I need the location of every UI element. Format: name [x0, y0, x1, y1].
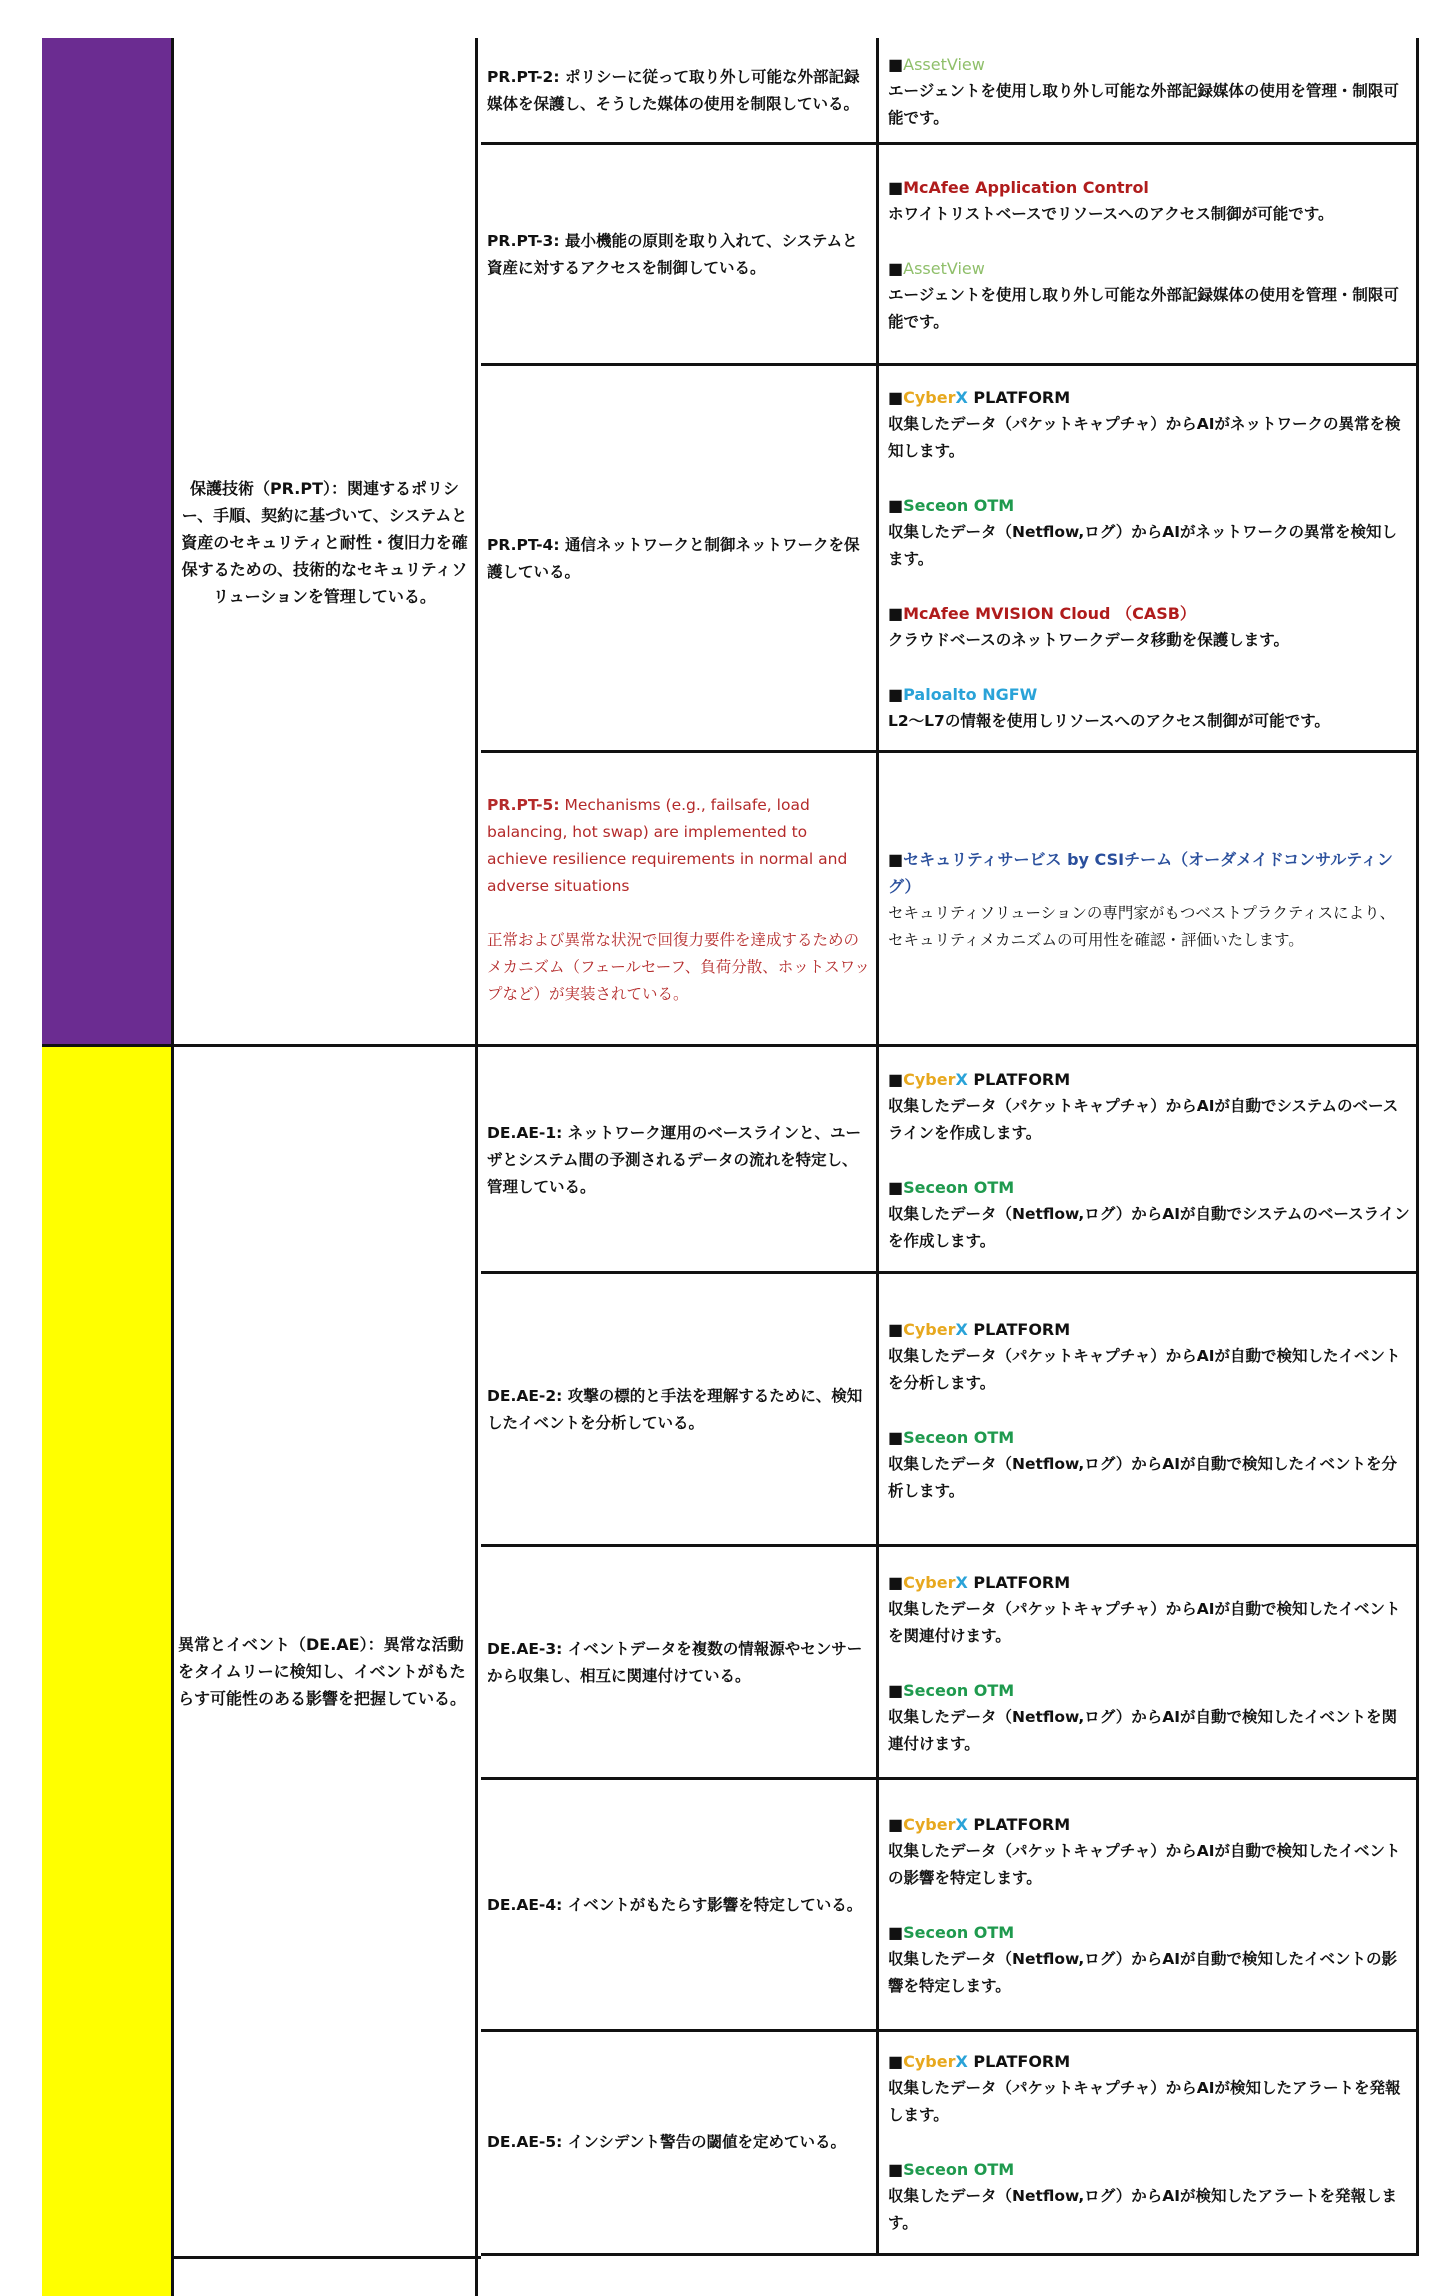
table-row-pr-pt-5 [481, 750, 1419, 1047]
category-text: 異常とイベント（DE.AE）：異常な活動をタイムリーに検知し、イベントがもたらす可能性のある影響を把握している。 [178, 1635, 467, 1708]
product-name: Seceon OTM [903, 1427, 1015, 1447]
square-bullet-icon: ■ [888, 1680, 904, 1700]
product-name-part: X [955, 1572, 968, 1592]
product-description: 収集したデータ（パケットキャプチャ）からAIがネットワークの異常を検知します。 [888, 414, 1401, 460]
solution-item [888, 1811, 1410, 1892]
table-row-de-ae-4 [481, 1777, 1419, 2031]
table-row-de-ae-1 [481, 1047, 1419, 1273]
requirement-code: PR.PT-2: [487, 68, 560, 86]
solution-item [888, 1424, 1410, 1505]
product-name-part: Cyber [903, 1572, 956, 1592]
solution-cell [882, 2032, 1416, 2253]
product-name: Seceon OTM [903, 2160, 1015, 2179]
product-name: AssetView [903, 54, 985, 74]
product-description: クラウドベースのネットワークデータ移動を保護します。 [888, 630, 1289, 649]
square-bullet-icon: ■ [888, 54, 904, 74]
square-bullet-icon: ■ [888, 684, 904, 704]
square-bullet-icon: ■ [888, 850, 904, 869]
requirement-code: DE.AE-3: [487, 1640, 563, 1658]
product-name-part: Cyber [903, 2052, 956, 2071]
solution-item [888, 846, 1410, 954]
square-bullet-icon: ■ [888, 387, 904, 407]
section-de-ae [42, 1047, 1419, 2296]
square-bullet-icon: ■ [888, 1177, 904, 1197]
product-name-part: X [955, 2052, 968, 2071]
solution-item [888, 1316, 1410, 1397]
solution-item [888, 1066, 1410, 1147]
square-bullet-icon: ■ [888, 1923, 904, 1942]
product-name-part: PLATFORM [967, 1069, 1071, 1089]
square-bullet-icon: ■ [888, 259, 904, 278]
solution-cell [882, 1047, 1416, 1273]
requirement-code: PR.PT-5: [487, 796, 560, 814]
solution-item [888, 1569, 1410, 1650]
solution-cell [882, 753, 1416, 1047]
product-name-part: PLATFORM [967, 1572, 1071, 1592]
solution-cell [882, 366, 1416, 752]
product-name: AssetView [903, 259, 985, 278]
requirement-code: PR.PT-4: [487, 536, 560, 554]
product-description: ホワイトリストベースでリソースへのアクセス制御が可能です。 [888, 205, 1334, 223]
solution-item [888, 492, 1410, 573]
square-bullet-icon: ■ [888, 495, 904, 515]
product-name: セキュリティサービス by CSIチーム（オーダメイドコンサルティング） [888, 850, 1394, 896]
square-bullet-icon: ■ [888, 1319, 904, 1339]
category-cell [174, 1047, 478, 2296]
requirement-code: DE.AE-4: [487, 1896, 563, 1914]
product-name-part: X [955, 1815, 968, 1834]
requirement-text: イベントデータを複数の情報源やセンサーから収集し、相互に関連付けている。 [487, 1640, 863, 1685]
square-bullet-icon: ■ [888, 1069, 904, 1089]
table-row-pr-pt-4 [481, 363, 1419, 752]
product-description: 収集したデータ（Netflow,ログ）からAIが自動でシステムのベースラインを作成します。 [888, 1204, 1410, 1250]
solution-item [888, 2156, 1410, 2237]
product-description: 収集したデータ（Netflow,ログ）からAIが自動で検知したイベントを分析します。 [888, 1454, 1397, 1500]
product-name-part: PLATFORM [967, 1319, 1071, 1339]
product-description: 収集したデータ（Netflow,ログ）からAIがネットワークの異常を検知します。 [888, 522, 1397, 568]
table-row-de-ae-2 [481, 1271, 1419, 1546]
square-bullet-icon: ■ [888, 1815, 904, 1834]
solution-item [888, 681, 1410, 735]
square-bullet-icon: ■ [888, 1427, 904, 1447]
product-name-part: PLATFORM [967, 1815, 1071, 1834]
requirement-text: ポリシーに従って取り外し可能な外部記録媒体を保護し、そうした媒体の使用を制限している。 [487, 68, 860, 113]
requirement-cell [481, 1047, 879, 1273]
requirement-cell [481, 2032, 879, 2253]
product-description: 収集したデータ（パケットキャプチャ）からAIが検知したアラートを発報します。 [888, 2079, 1401, 2124]
product-name: Seceon OTM [903, 1680, 1015, 1700]
product-name: Seceon OTM [903, 1923, 1015, 1942]
requirement-cell [481, 145, 879, 365]
category-color-bar [42, 1047, 174, 2296]
section-pr-pt [42, 38, 1419, 1047]
solution-cell [882, 1780, 1416, 2031]
solution-item [888, 1174, 1410, 1255]
product-name-part: X [955, 387, 968, 407]
square-bullet-icon: ■ [888, 2052, 904, 2071]
product-name-part: Cyber [903, 387, 956, 407]
product-name: Seceon OTM [903, 1177, 1015, 1197]
solution-cell [882, 1547, 1416, 1779]
solution-item [888, 1919, 1410, 2000]
table-row-de-ae-3 [481, 1544, 1419, 1779]
product-name: McAfee Application Control [903, 178, 1149, 197]
product-name-part: PLATFORM [967, 2052, 1071, 2071]
product-description: 収集したデータ（Netflow,ログ）からAIが自動で検知したイベントの影響を特定します。 [888, 1950, 1397, 1995]
table-row-de-ae-5 [481, 2029, 1419, 2256]
solution-item [888, 1677, 1410, 1758]
requirement-cell [481, 38, 879, 144]
requirement-text: インシデント警告の閾値を定めている。 [567, 2133, 847, 2151]
product-description: 収集したデータ（パケットキャプチャ）からAIが自動で検知したイベントを分析します。 [888, 1346, 1401, 1392]
product-name-part: Cyber [903, 1319, 956, 1339]
requirement-code: DE.AE-5: [487, 2133, 563, 2151]
table-row-pr-pt-2 [481, 38, 1419, 144]
requirement-text: 最小機能の原則を取り入れて、システムと資産に対するアクセスを制御している。 [487, 232, 858, 277]
product-description: エージェントを使用し取り外し可能な外部記録媒体の使用を管理・制限可能です。 [888, 81, 1399, 127]
solution-cell [882, 38, 1416, 144]
table-row-pr-pt-3 [481, 142, 1419, 365]
square-bullet-icon: ■ [888, 2160, 904, 2179]
requirement-cell [481, 366, 879, 752]
requirement-code: DE.AE-2: [487, 1387, 563, 1405]
requirement-code: DE.AE-1: [487, 1123, 563, 1142]
category-color-bar [42, 38, 174, 1047]
square-bullet-icon: ■ [888, 178, 904, 197]
solution-item [888, 255, 1410, 336]
requirement-text-en: Mechanisms (e.g., failsafe, load balancing, hot swap) are implemented to achieve resilience requirements in normal and adverse situations [487, 796, 848, 895]
requirement-code: PR.PT-3: [487, 232, 560, 250]
category-text: 保護技術（PR.PT）：関連するポリシー、手順、契約に基づいて、システムと資産のセキュリティと耐性・復旧力を確保するための、技術的なセキュリティソリューションを管理している。 [181, 479, 468, 606]
requirement-cell [481, 1780, 879, 2031]
product-name-part: PLATFORM [967, 387, 1071, 407]
table-bottom-line [171, 2256, 481, 2259]
product-name: Paloalto NGFW [903, 684, 1038, 704]
requirement-text: イベントがもたらす影響を特定している。 [567, 1896, 863, 1914]
solution-item [888, 51, 1410, 132]
requirement-cell [481, 753, 879, 1047]
product-name-part: Cyber [903, 1815, 956, 1834]
product-description: L2～L7の情報を使用しリソースへのアクセス制御が可能です。 [888, 711, 1330, 730]
product-description: セキュリティソリューションの専門家がもつベストプラクティスにより、セキュリティメカニズムの可用性を確認・評価いたします。 [888, 904, 1396, 949]
category-cell [174, 38, 478, 1047]
solution-item [888, 2048, 1410, 2129]
product-name: McAfee MVISION Cloud （CASB） [903, 603, 1196, 623]
solution-item [888, 174, 1410, 228]
product-description: エージェントを使用し取り外し可能な外部記録媒体の使用を管理・制限可能です。 [888, 286, 1399, 331]
product-name-part: X [955, 1069, 968, 1089]
product-description: 収集したデータ（パケットキャプチャ）からAIが自動で検知したイベントの影響を特定します。 [888, 1842, 1401, 1887]
product-name: Seceon OTM [903, 495, 1015, 515]
product-name-part: X [955, 1319, 968, 1339]
solution-item [888, 600, 1410, 654]
product-description: 収集したデータ（Netflow,ログ）からAIが検知したアラートを発報します。 [888, 2187, 1397, 2232]
requirement-text: ネットワーク運用のベースラインと、ユーザとシステム間の予測されるデータの流れを特定し、管理している。 [487, 1123, 862, 1196]
solution-cell [882, 1274, 1416, 1546]
square-bullet-icon: ■ [888, 603, 904, 623]
product-description: 収集したデータ（Netflow,ログ）からAIが自動で検知したイベントを関連付けます。 [888, 1707, 1397, 1753]
requirement-text: 攻撃の標的と手法を理解するために、検知したイベントを分析している。 [487, 1387, 863, 1432]
solution-cell [882, 145, 1416, 365]
requirement-text: 通信ネットワークと制御ネットワークを保護している。 [487, 536, 860, 581]
requirement-cell [481, 1274, 879, 1546]
requirement-text-ja: 正常および異常な状況で回復力要件を達成するためのメカニズム（フェールセーフ、負荷分散、ホットスワップなど）が実装されている。 [487, 931, 870, 1003]
square-bullet-icon: ■ [888, 1572, 904, 1592]
product-description: 収集したデータ（パケットキャプチャ）からAIが自動で検知したイベントを関連付けます。 [888, 1599, 1401, 1645]
product-name-part: Cyber [903, 1069, 956, 1089]
requirement-cell [481, 1547, 879, 1779]
solution-item [888, 384, 1410, 465]
product-description: 収集したデータ（パケットキャプチャ）からAIが自動でシステムのベースラインを作成します。 [888, 1096, 1399, 1142]
